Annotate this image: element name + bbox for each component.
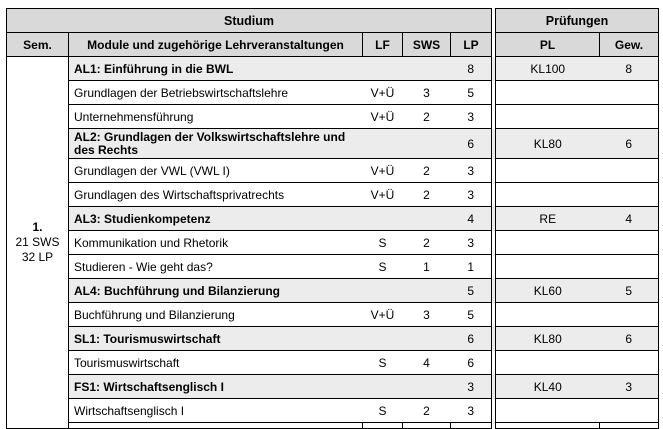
course-row xyxy=(7,183,659,207)
lp-cell: 6 xyxy=(451,129,492,159)
module-name: FS1: Wirtschaftsenglisch I xyxy=(69,375,363,399)
gew-cell xyxy=(600,351,659,375)
sws-cell xyxy=(403,279,451,303)
lf-cell xyxy=(363,327,403,351)
sws-cell: 2 xyxy=(403,231,451,255)
lf-cell: S xyxy=(363,231,403,255)
lf-cell xyxy=(363,207,403,231)
gew-cell xyxy=(600,183,659,207)
sws-cell xyxy=(403,375,451,399)
sws-cell: 3 xyxy=(403,303,451,327)
col-lf: LF xyxy=(363,33,403,57)
sws-cell xyxy=(403,327,451,351)
pl-cell: KL100 xyxy=(496,57,600,81)
empty-cell xyxy=(496,423,600,429)
empty-cell xyxy=(600,423,659,429)
module-name: AL4: Buchführung und Bilanzierung xyxy=(69,279,363,303)
pl-cell: RE xyxy=(496,207,600,231)
empty-cell xyxy=(69,423,363,429)
lp-cell: 3 xyxy=(451,399,492,423)
course-name: Unternehmensführung xyxy=(69,105,363,129)
lf-cell: S xyxy=(363,399,403,423)
studium-header: Studium xyxy=(7,9,492,33)
semester-cell xyxy=(7,57,69,429)
semester-number: 1. xyxy=(32,220,43,234)
gew-cell: 3 xyxy=(600,375,659,399)
lf-cell: S xyxy=(363,351,403,375)
sws-cell: 2 xyxy=(403,159,451,183)
gew-cell xyxy=(600,81,659,105)
course-name: Grundlagen des Wirtschaftsprivatrechts xyxy=(69,183,363,207)
semester-lp: 32 LP xyxy=(21,250,54,264)
sws-cell xyxy=(403,129,451,159)
lp-cell: 3 xyxy=(451,105,492,129)
sws-cell: 2 xyxy=(403,399,451,423)
course-name: Kommunikation und Rhetorik xyxy=(69,231,363,255)
empty-cell xyxy=(363,423,403,429)
course-row xyxy=(7,303,659,327)
lp-cell: 5 xyxy=(451,81,492,105)
course-row xyxy=(7,351,659,375)
col-sem: Sem. xyxy=(7,33,69,57)
sws-cell: 2 xyxy=(403,183,451,207)
gew-cell xyxy=(600,231,659,255)
course-name: Studieren - Wie geht das? xyxy=(69,255,363,279)
lf-cell xyxy=(363,279,403,303)
lf-cell: V+Ü xyxy=(363,183,403,207)
pl-cell: KL80 xyxy=(496,129,600,159)
gew-cell: 8 xyxy=(600,57,659,81)
pl-cell xyxy=(496,183,600,207)
pl-cell: KL80 xyxy=(496,327,600,351)
pl-cell xyxy=(496,105,600,129)
course-row xyxy=(7,105,659,129)
module-name: AL2: Grundlagen der Volkswirtschaftslehre und des Rechts xyxy=(69,129,363,159)
lp-cell: 5 xyxy=(451,279,492,303)
sws-cell xyxy=(403,207,451,231)
sws-cell: 3 xyxy=(403,81,451,105)
module-row xyxy=(7,57,659,81)
pl-cell: KL40 xyxy=(496,375,600,399)
course-name: Grundlagen der VWL (VWL I) xyxy=(69,159,363,183)
gew-cell: 6 xyxy=(600,129,659,159)
lf-cell xyxy=(363,129,403,159)
module-row xyxy=(7,129,659,159)
sws-cell: 2 xyxy=(403,105,451,129)
lp-cell: 3 xyxy=(451,375,492,399)
pl-cell xyxy=(496,303,600,327)
course-row xyxy=(7,255,659,279)
lp-cell: 8 xyxy=(451,57,492,81)
lp-cell: 6 xyxy=(451,351,492,375)
lf-cell: V+Ü xyxy=(363,81,403,105)
empty-cell xyxy=(403,423,451,429)
lf-cell xyxy=(363,375,403,399)
module-row xyxy=(7,327,659,351)
lp-cell: 3 xyxy=(451,183,492,207)
pl-cell xyxy=(496,159,600,183)
gew-cell xyxy=(600,303,659,327)
lp-cell: 6 xyxy=(451,327,492,351)
lp-cell: 3 xyxy=(451,159,492,183)
lf-cell: V+Ü xyxy=(363,303,403,327)
pruefungen-header: Prüfungen xyxy=(496,9,659,33)
sws-cell: 1 xyxy=(403,255,451,279)
course-row xyxy=(7,231,659,255)
lf-cell: V+Ü xyxy=(363,105,403,129)
course-name: Grundlagen der Betriebswirtschaftslehre xyxy=(69,81,363,105)
header-row-groups xyxy=(7,9,659,33)
col-pl: PL xyxy=(496,33,600,57)
lp-cell: 3 xyxy=(451,231,492,255)
semester-sws: 21 SWS xyxy=(15,235,60,249)
course-row xyxy=(7,81,659,105)
gew-cell xyxy=(600,255,659,279)
pl-cell xyxy=(496,81,600,105)
module-row xyxy=(7,375,659,399)
pl-cell: KL60 xyxy=(496,279,600,303)
course-row xyxy=(7,159,659,183)
col-module: Module und zugehörige Lehrveranstaltungen xyxy=(69,33,363,57)
lf-cell: V+Ü xyxy=(363,159,403,183)
sws-cell: 4 xyxy=(403,351,451,375)
module-name: AL1: Einführung in die BWL xyxy=(69,57,363,81)
empty-cell xyxy=(451,423,492,429)
gew-cell xyxy=(600,159,659,183)
sws-cell xyxy=(403,57,451,81)
lp-cell: 1 xyxy=(451,255,492,279)
module-name: SL1: Tourismuswirtschaft xyxy=(69,327,363,351)
gew-cell xyxy=(600,105,659,129)
gew-cell: 5 xyxy=(600,279,659,303)
col-sws: SWS xyxy=(403,33,451,57)
gew-cell: 4 xyxy=(600,207,659,231)
module-row xyxy=(7,279,659,303)
table-body xyxy=(7,57,659,429)
course-name: Tourismuswirtschaft xyxy=(69,351,363,375)
header-row-columns xyxy=(7,33,659,57)
gew-cell: 6 xyxy=(600,327,659,351)
pl-cell xyxy=(496,231,600,255)
module-name: AL3: Studienkompetenz xyxy=(69,207,363,231)
pl-cell xyxy=(496,351,600,375)
col-gew: Gew. xyxy=(600,33,659,57)
module-row xyxy=(7,207,659,231)
curriculum-table xyxy=(6,8,659,429)
lp-cell: 4 xyxy=(451,207,492,231)
lp-cell: 5 xyxy=(451,303,492,327)
col-lp: LP xyxy=(451,33,492,57)
lf-cell xyxy=(363,57,403,81)
lf-cell: S xyxy=(363,255,403,279)
table-end-row xyxy=(7,423,659,429)
course-name: Wirtschaftsenglisch I xyxy=(69,399,363,423)
pl-cell xyxy=(496,255,600,279)
course-name: Buchführung und Bilanzierung xyxy=(69,303,363,327)
